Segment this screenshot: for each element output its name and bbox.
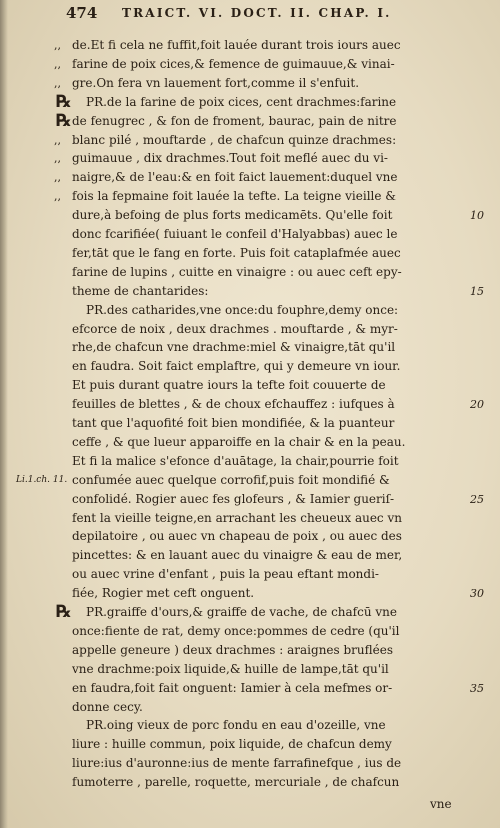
text-line: ceffe , & que lueur apparoiffe en la chair & en la peau. [72,434,406,449]
text-line: theme de chantarides: [72,283,209,298]
text-line: farine de lupins , cuitte en vinaigre : ou auec ceft epy- [72,264,402,279]
ditto-marks: ,, [54,133,61,147]
text-line: PR.des catharides,vne once:du fouphre,demy once: [86,302,399,317]
margin-reference: Li.1.ch. 11. [16,474,68,485]
text-line: once:fiente de rat, demy once:pommes de cedre (qu'il [72,623,400,638]
line-number: 25 [470,492,484,506]
ditto-marks: ,, [54,39,61,52]
ditto-marks: ,, [54,57,61,71]
line-number: 15 [470,284,484,298]
text-line: liure:ius d'auronne:ius de mente farrafinefque , ius de [72,756,402,771]
text-line: en faudra. Soit faict emplaftre, qui y demeure vn iour. [72,359,401,374]
text-line: fent la vieille teigne,en arrachant les cheueux auec vn [72,510,402,525]
text-line: fois la fepmaine foit lauée la tefte. La teigne vieille & [72,189,396,204]
text-line: fiée, Rogier met ceft onguent. [72,586,255,601]
text-line: confolidé. Rogier auec fes glofeurs , & Iamier gueriſ- [72,491,395,506]
line-number: 30 [470,587,484,601]
line-number: 10 [470,209,484,223]
text-line: appelle geneure ) deux drachmes : araignes bruflées [72,642,394,657]
running-title: TRAICT. VI. DOCT. II. CHAP. I. [122,6,392,20]
text-line: ou auec vrine d'enfant , puis la peau eftant mondi- [72,567,379,582]
text-line: en faudra,foit fait onguent: Iamier à cela mefmes or- [72,680,393,695]
recipe-symbol-icon: ℞ [56,91,72,112]
page-number: 474 [66,4,98,22]
text-line: feuilles de blettes , & de choux efchauffez : iufques à [72,397,395,412]
text-line: farine de poix cices,& femence de guimauue,& vinai- [72,56,395,71]
text-line: donc fcarifiée( fuiuant le confeil d'Halyabbas) auec le [72,227,398,241]
text-line: fumoterre , parelle, roquette, mercuriale , de chafcun [72,775,400,790]
text-line: vne drachme:poix liquide,& huille de lampe,tāt qu'il [72,661,389,676]
text-line: efcorce de noix , deux drachmes . mouftarde , & myr- [72,321,398,336]
line-number: 35 [470,681,484,695]
text-line: donne cecy. [72,699,143,714]
ditto-marks: ,, [54,152,61,166]
recipe-symbol-icon: ℞ [56,110,72,131]
text-line: guimauue , dix drachmes.Tout foit meflé auec du vi- [72,151,388,166]
text-line: confumée auec quelque corrofif,puis foit mondifié & [72,472,390,487]
text-line: liure : huille commun, poix liquide, de chafcun demy [72,737,392,752]
text-line: rhe,de chafcun vne drachme:miel & vinaigre,tāt qu'il [72,340,396,355]
text-line: naigre,& de l'eau:& en foit faict lauement:duquel vne [72,170,398,185]
text-line: blanc pilé , mouftarde , de chafcun quinze drachmes: [72,132,397,147]
text-line: de fenugrec , & fon de froment, baurac, pain de nitre [72,113,397,128]
text-line: tant que l'aquofité foit bien mondifiée, & la puanteur [72,416,395,430]
text-line: PR.de la farine de poix cices, cent drachmes:farine [86,94,397,109]
text-line: pincettes: & en lauant auec du vinaigre & eau de mer, [72,548,403,563]
text-line: depilatoire , ou auec vn chapeau de poix , ou auec des [72,529,402,544]
ditto-marks: ,, [54,171,61,185]
text-line: PR.oing vieux de porc fondu en eau d'ozeille, vne [86,718,386,733]
line-number: 20 [470,398,484,412]
recipe-symbol-icon: ℞ [56,602,72,622]
text-line: dure,à befoing de plus forts medicamēts. Qu'elle foit [72,208,393,223]
text-line: PR.graiffe d'ours,& graiffe de vache, de chafcū vne [86,605,397,619]
ditto-marks: ,, [54,76,61,90]
text-line: gre.On fera vn lauement fort,comme il s'enfuit. [72,75,360,90]
text-line: Et fi la malice s'efonce d'auātage, la chair,pourrie foit [72,453,399,468]
text-line: Et puis durant quatre iours la tefte foit couuerte de [72,378,386,393]
text-line: fer,tāt que le fang en forte. Puis foit cataplafmée auec [72,245,401,260]
catchword: vne [430,797,452,811]
ditto-marks: ,, [54,190,61,204]
text-line: de.Et fi cela ne fuffit,foit lauée durant trois iours auec [72,38,401,52]
